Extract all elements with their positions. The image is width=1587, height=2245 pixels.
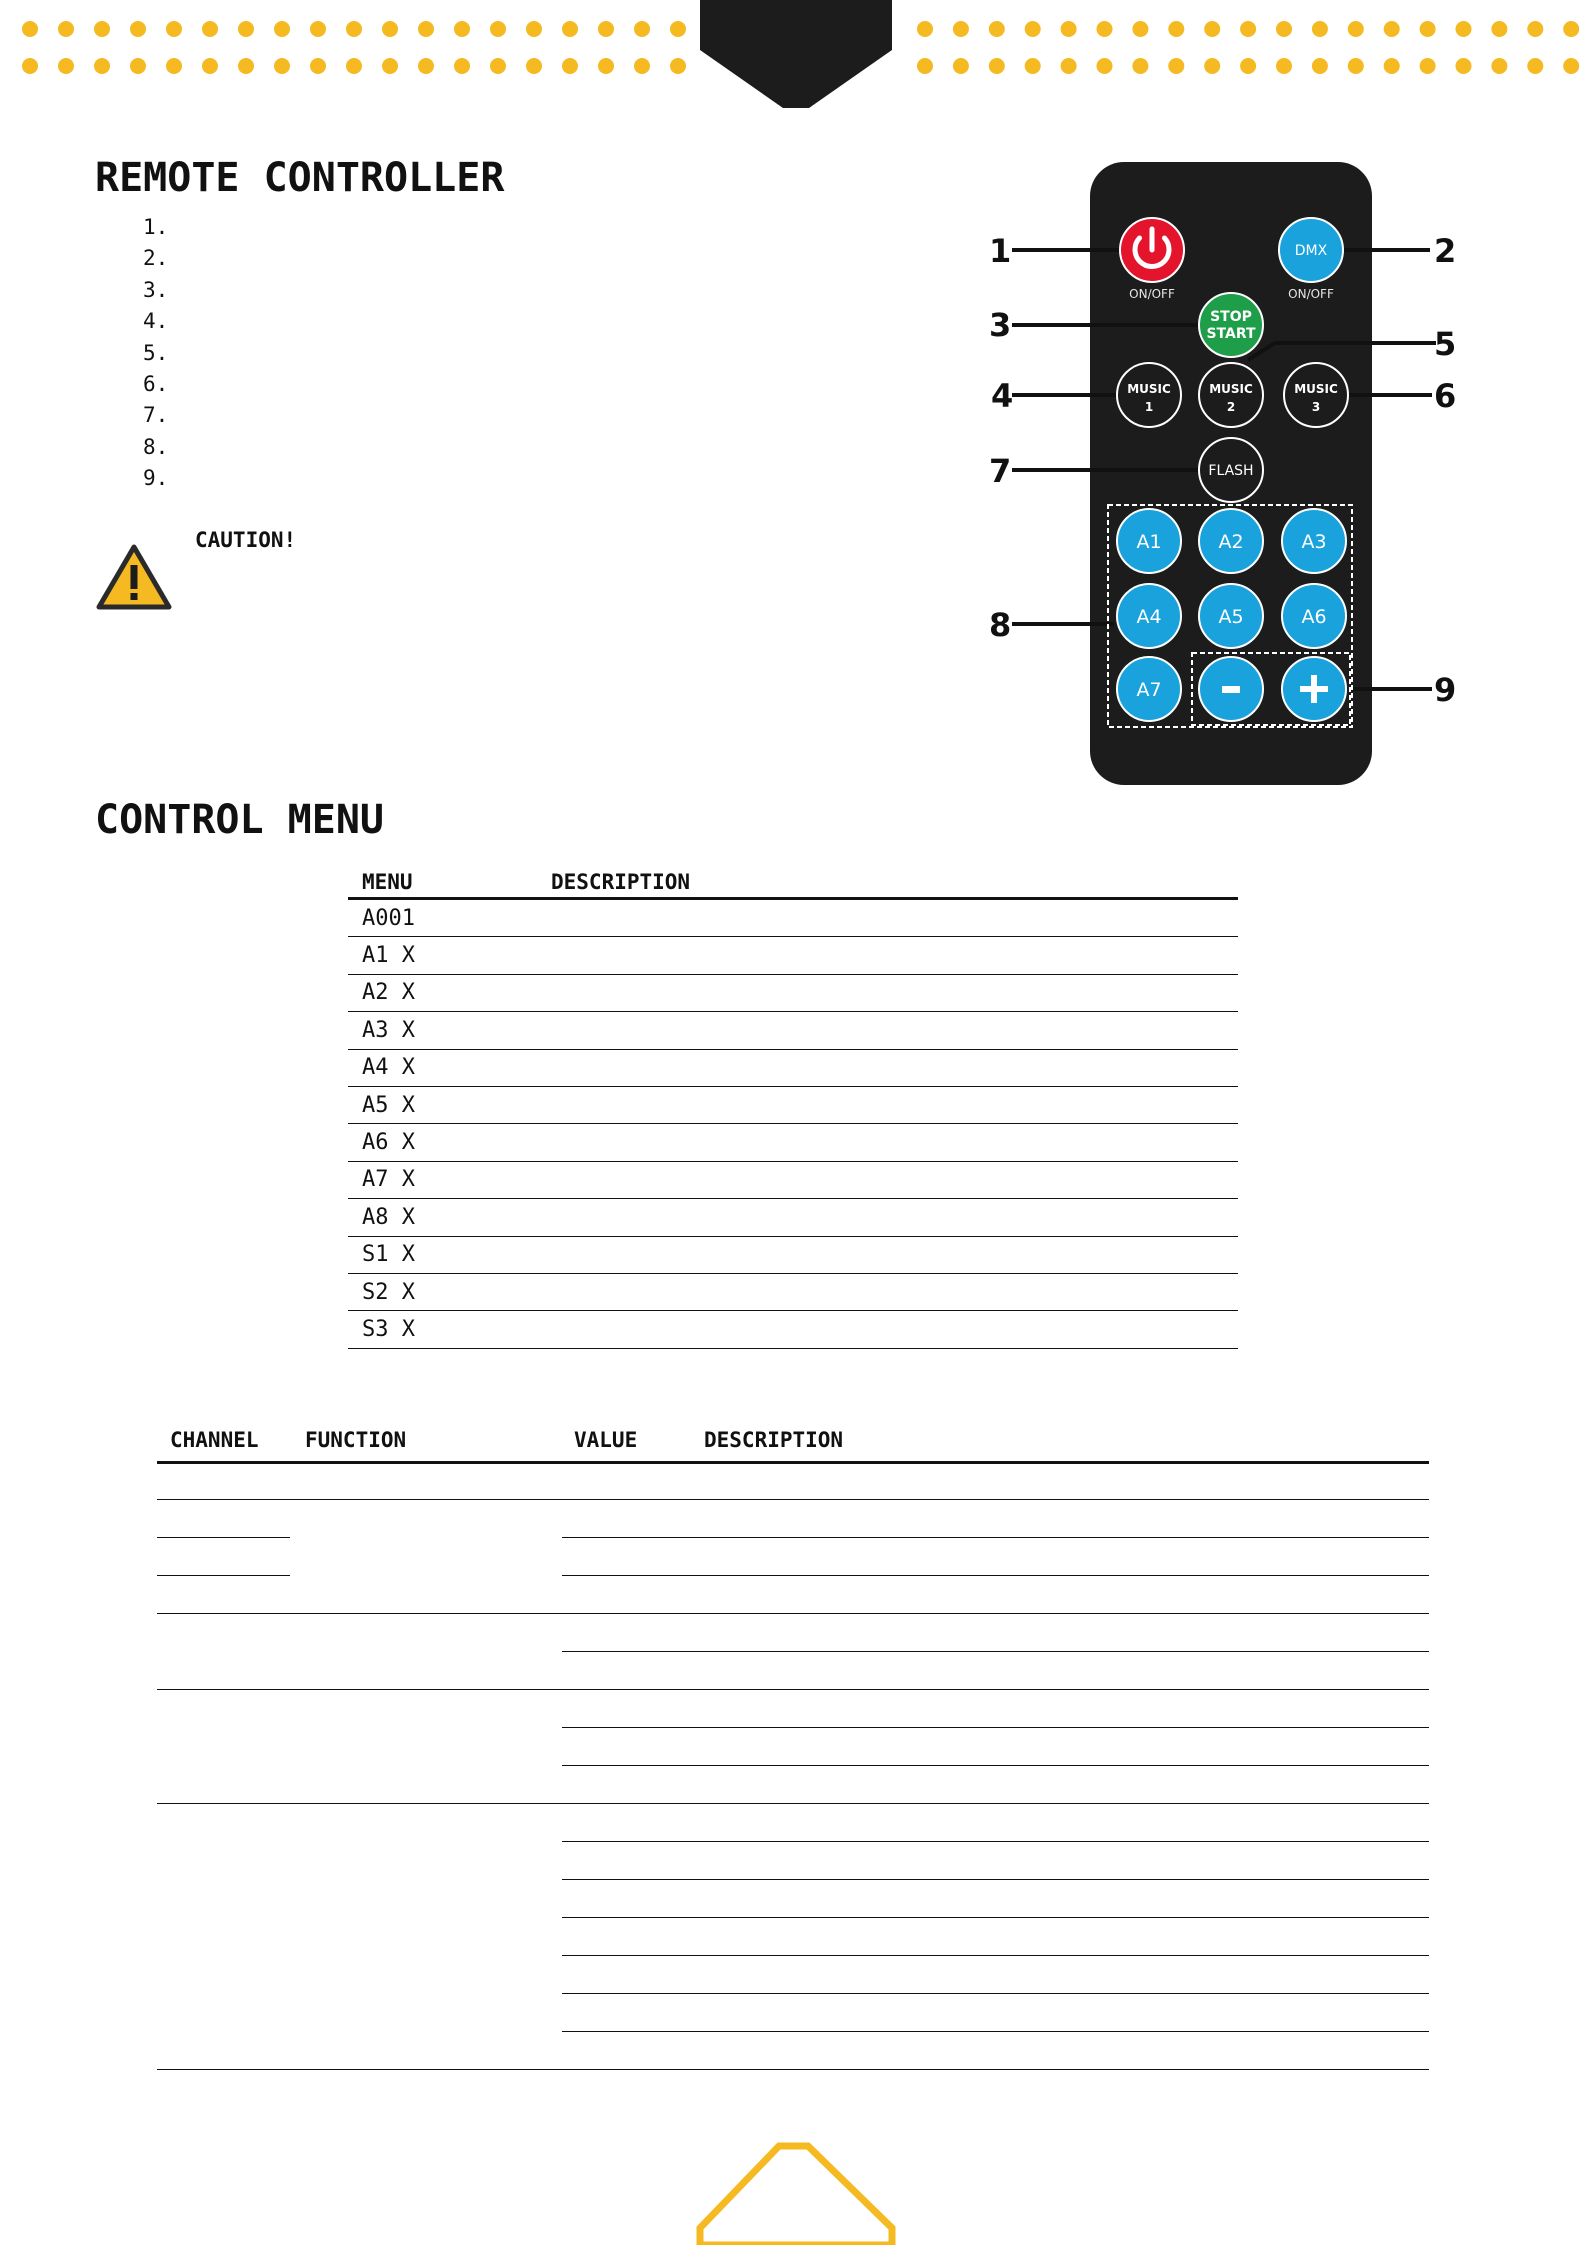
menu-code: A6 X (348, 1124, 537, 1161)
decorative-dot (1348, 21, 1364, 37)
remote-control-illustration (975, 155, 1475, 795)
table-row-rule (562, 1765, 1429, 1766)
minus-icon (1222, 686, 1240, 693)
a4-label: A4 (1136, 606, 1162, 628)
decorative-dot (490, 58, 506, 74)
decorative-dot (310, 58, 326, 74)
music-number: 3 (1311, 400, 1321, 414)
stop-start-button[interactable] (1199, 293, 1263, 357)
decorative-dot (130, 58, 146, 74)
decorative-dot (22, 58, 38, 74)
list-item: 8. (143, 434, 169, 459)
decorative-dot (1456, 21, 1472, 37)
table-row (348, 899, 1238, 937)
table-row-rule (562, 1841, 1429, 1842)
a5-button[interactable] (1199, 584, 1263, 648)
menu-code: A7 X (348, 1161, 537, 1198)
decorative-dot (1097, 58, 1113, 74)
decorative-dot (1384, 58, 1400, 74)
decorative-dot (670, 21, 686, 37)
decorative-dot (166, 58, 182, 74)
decorative-dot (1132, 21, 1148, 37)
a7-button[interactable] (1117, 657, 1181, 721)
decorative-dot (22, 21, 38, 37)
decorative-dot (1348, 58, 1364, 74)
table-row-rule (157, 2069, 1429, 2070)
decorative-dot (526, 58, 542, 74)
table-row (348, 1086, 1238, 1123)
callout-7: 7 (989, 452, 1012, 490)
table-row (348, 974, 1238, 1011)
a4-button[interactable] (1117, 584, 1181, 648)
decorative-dot (202, 21, 218, 37)
channel-table-header-rule (157, 1461, 1429, 1464)
dmx-button[interactable] (1279, 218, 1343, 282)
decorative-dot (1563, 58, 1579, 74)
a1-label: A1 (1136, 531, 1162, 553)
a3-label: A3 (1301, 531, 1327, 553)
start-label: START (1206, 326, 1256, 342)
decorative-dot (202, 58, 218, 74)
flash-button[interactable] (1199, 438, 1263, 502)
decorative-dot (1061, 58, 1077, 74)
table-row (348, 1273, 1238, 1310)
warning-triangle-icon (95, 543, 173, 613)
decorative-dot (598, 58, 614, 74)
decorative-dot (58, 58, 74, 74)
callout-1: 1 (989, 232, 1012, 270)
list-item: 3. (143, 277, 169, 302)
table-row (348, 1199, 1238, 1236)
decorative-dot (274, 21, 290, 37)
top-notch-shape (700, 0, 892, 108)
table-row-rule (562, 2031, 1429, 2032)
decorative-dot (310, 21, 326, 37)
decorative-dot (1491, 21, 1507, 37)
decorative-dot (58, 21, 74, 37)
callout-9: 9 (1434, 671, 1457, 709)
dmx-caption: ON/OFF (1288, 287, 1334, 301)
description-column-header: DESCRIPTION (537, 860, 1238, 899)
music-1-button[interactable] (1117, 363, 1181, 427)
table-row-rule (562, 1575, 1429, 1576)
decorative-dot (1563, 21, 1579, 37)
list-item: 6. (143, 371, 169, 396)
decorative-dot (1025, 58, 1041, 74)
table-row-rule (562, 1917, 1429, 1918)
decorative-dot (346, 58, 362, 74)
a7-label: A7 (1136, 679, 1162, 701)
function-column-header: FUNCTION (305, 1428, 407, 1452)
decorative-dot (274, 58, 290, 74)
table-row (348, 1049, 1238, 1086)
bottom-hexagon-outline (700, 2146, 892, 2245)
decorative-dot (953, 58, 969, 74)
decorative-dot (1097, 21, 1113, 37)
stop-label: STOP (1210, 309, 1252, 325)
decorative-dot (634, 58, 650, 74)
channel-column-header: CHANNEL (170, 1428, 259, 1452)
decorative-dot (1132, 58, 1148, 74)
power-caption: ON/OFF (1129, 287, 1175, 301)
dmx-label: DMX (1294, 243, 1328, 259)
decorative-dot (1384, 21, 1400, 37)
list-item: 1. (143, 215, 169, 239)
a6-button[interactable] (1282, 584, 1346, 648)
list-item: 5. (143, 340, 169, 365)
table-row-rule (157, 1689, 1429, 1690)
callout-6: 6 (1434, 377, 1457, 415)
decorative-dot (238, 58, 254, 74)
decorative-dot (130, 21, 146, 37)
decorative-dot (1420, 21, 1436, 37)
decorative-dot (94, 58, 110, 74)
music-label: MUSIC (1209, 382, 1253, 396)
remote-controller-heading: REMOTE CONTROLLER (95, 155, 505, 201)
decorative-dot (989, 21, 1005, 37)
decorative-dot (1312, 21, 1328, 37)
decorative-dot (1527, 21, 1543, 37)
decorative-dot (490, 21, 506, 37)
list-item: 9. (143, 466, 169, 491)
decorative-dot (1240, 21, 1256, 37)
menu-code: A4 X (348, 1049, 537, 1086)
table-row-rule (562, 1955, 1429, 1956)
control-menu-heading: CONTROL MENU (95, 797, 384, 843)
decorative-dot (166, 21, 182, 37)
music-label: MUSIC (1294, 382, 1338, 396)
table-row-rule (562, 1651, 1429, 1652)
flash-label: FLASH (1208, 463, 1254, 479)
decorative-dot (346, 21, 362, 37)
table-row (348, 1012, 1238, 1049)
a1-button[interactable] (1117, 509, 1181, 573)
a5-label: A5 (1218, 606, 1244, 628)
table-row-rule (562, 1879, 1429, 1880)
decorative-dot (1168, 21, 1184, 37)
list-item: 7. (143, 403, 169, 428)
power-button[interactable] (1120, 218, 1184, 282)
menu-column-header: MENU (348, 860, 537, 899)
music-3-button[interactable] (1284, 363, 1348, 427)
decorative-dot (382, 21, 398, 37)
menu-code: S3 X (348, 1311, 537, 1348)
control-menu-table (348, 860, 1238, 1349)
decorative-dot (94, 21, 110, 37)
callout-5: 5 (1434, 325, 1457, 363)
menu-code: A2 X (348, 974, 537, 1011)
a6-label: A6 (1301, 606, 1327, 628)
decorative-dot (562, 58, 578, 74)
list-item: 4. (143, 309, 169, 334)
decorative-dot (1204, 58, 1220, 74)
decorative-dot (238, 21, 254, 37)
callout-2: 2 (1434, 232, 1457, 270)
decorative-dot (670, 58, 686, 74)
music-number: 1 (1144, 400, 1154, 414)
list-item: 2. (143, 246, 169, 271)
decorative-dot (418, 21, 434, 37)
a2-label: A2 (1218, 531, 1244, 553)
decorative-dot (454, 58, 470, 74)
table-row-rule (157, 1499, 1429, 1500)
table-row (348, 1236, 1238, 1273)
decorative-dot (1204, 21, 1220, 37)
decorative-dot (917, 21, 933, 37)
table-row-rule (157, 1575, 290, 1576)
table-row-rule (157, 1613, 1429, 1614)
minus-button[interactable] (1199, 657, 1263, 721)
plus-button[interactable] (1282, 657, 1346, 721)
decorative-dot (1276, 21, 1292, 37)
decorative-dot (953, 21, 969, 37)
decorative-dot (917, 58, 933, 74)
decorative-dot (598, 21, 614, 37)
decorative-dot (1527, 58, 1543, 74)
table-row (348, 1124, 1238, 1161)
table-row-rule (562, 1537, 1429, 1538)
table-row (348, 937, 1238, 974)
callout-8: 8 (989, 606, 1012, 644)
table-row (348, 1311, 1238, 1348)
decorative-dot (1456, 58, 1472, 74)
decorative-dot (454, 21, 470, 37)
menu-code: S2 X (348, 1273, 537, 1310)
music-2-button[interactable] (1199, 363, 1263, 427)
menu-code: A3 X (348, 1012, 537, 1049)
table-row-rule (157, 1537, 290, 1538)
decorative-dot (634, 21, 650, 37)
decorative-dot (526, 21, 542, 37)
music-label: MUSIC (1127, 382, 1171, 396)
decorative-dot (1491, 58, 1507, 74)
decorative-dot (1168, 58, 1184, 74)
decorative-dot (1025, 21, 1041, 37)
decorative-dot (418, 58, 434, 74)
decorative-dot (1420, 58, 1436, 74)
callout-3: 3 (989, 306, 1012, 344)
music-number: 2 (1226, 400, 1236, 414)
a3-button[interactable] (1282, 509, 1346, 573)
channel-description-column-header: DESCRIPTION (704, 1428, 844, 1452)
table-row-rule (562, 1727, 1429, 1728)
menu-code: A001 (348, 899, 537, 937)
caution-heading: CAUTION! (195, 528, 297, 552)
decorative-dot (1312, 58, 1328, 74)
a2-button[interactable] (1199, 509, 1263, 573)
menu-code: A1 X (348, 937, 537, 974)
value-column-header: VALUE (574, 1428, 638, 1452)
menu-code: A8 X (348, 1199, 537, 1236)
menu-code: A5 X (348, 1086, 537, 1123)
remote-button-list (143, 212, 168, 495)
decorative-dot (562, 21, 578, 37)
decorative-dot (1240, 58, 1256, 74)
table-row (348, 1161, 1238, 1198)
table-row-rule (562, 1993, 1429, 1994)
menu-code: S1 X (348, 1236, 537, 1273)
decorative-dot (1061, 21, 1077, 37)
decorative-dot (382, 58, 398, 74)
decorative-dot (989, 58, 1005, 74)
table-row-rule (157, 1803, 1429, 1804)
callout-4: 4 (991, 377, 1014, 415)
decorative-dot (1276, 58, 1292, 74)
